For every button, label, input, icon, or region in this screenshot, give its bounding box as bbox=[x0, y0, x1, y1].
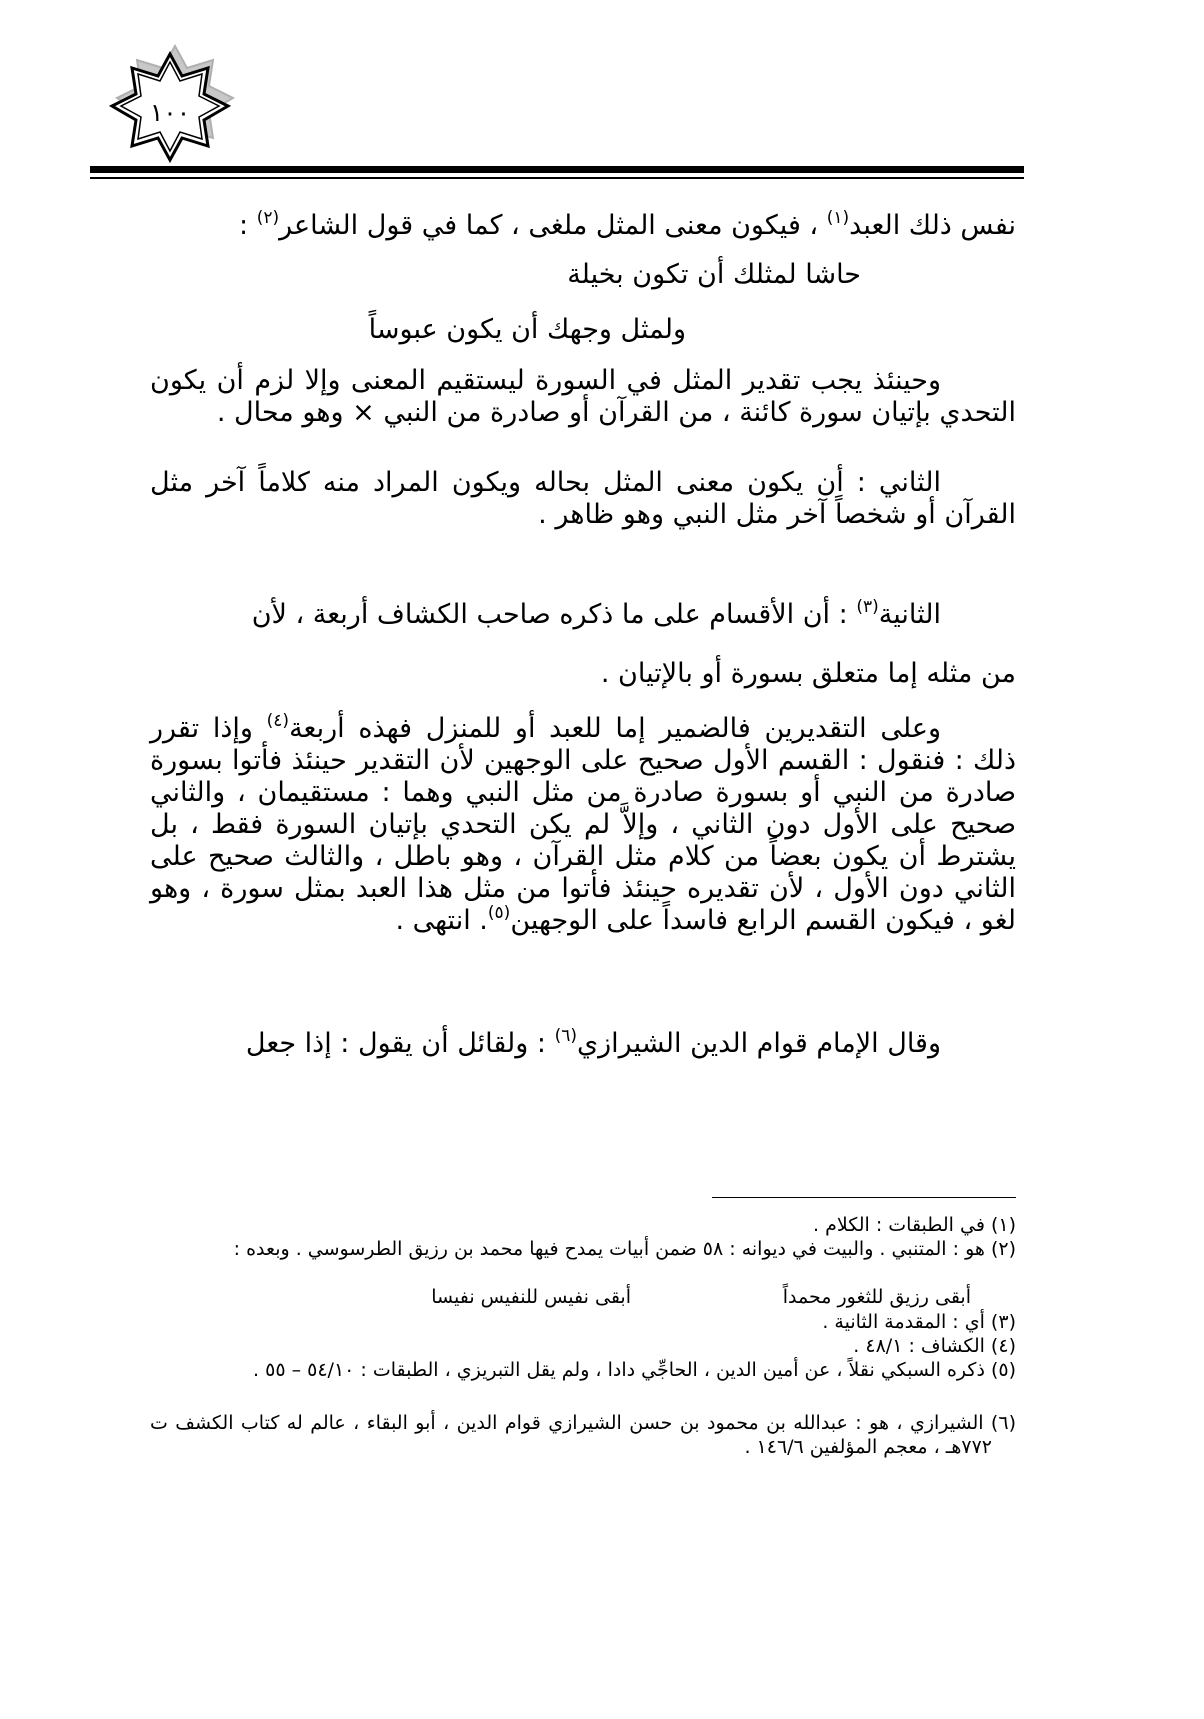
footnote-separator bbox=[712, 1197, 1016, 1198]
footnote-3: (٣) أي : المقدمة الثانية . bbox=[822, 1311, 1016, 1333]
verse-second-hemistich: ولمثل وجهك أن يكون عبوساً bbox=[368, 314, 686, 345]
page-number: ١٠٠ bbox=[149, 98, 191, 127]
footnote-ref-3: (٣) bbox=[856, 597, 879, 617]
footnote-2-verse-first: أبقى رزيق للثغور محمداً bbox=[782, 1286, 971, 1308]
paragraph-1: وحينئذ يجب تقدير المثل في السورة ليستقيم المعنى وإلا لزم أن يكون التحدي بإتيان سورة كائنة ، من القرآن أو صادرة من النبي × وهو محال . bbox=[150, 365, 1016, 428]
footnote-ref-5: (٥) bbox=[487, 903, 511, 923]
text-line-1: نفس ذلك العبد$^{(١)}$ ، فيكون معنى المثل ملغى ، كما في قول الشاعر$^{(٢)}$ : bbox=[239, 208, 1016, 241]
footnote-6: (٦) الشيرازي ، هو : عبدالله بن محمود بن حسن الشيرازي قوام الدين ، أبو البقاء ، عالم له كتاب الكشف ت ٧٧٢هـ ، معجم المؤلفين ١٤٦/٦ . bbox=[150, 1412, 1016, 1458]
paragraph-3: الثانية$^{(٣)}$ : أن الأقسام على ما ذكره صاحب الكشاف أربعة ، لأن bbox=[251, 597, 941, 630]
footnote-2-verse-second: أبقى نفيس للنفيس نفيسا bbox=[431, 1286, 631, 1308]
paragraph-5: وقال الإمام قوام الدين الشيرازي$^{(٦)}$ : ولقائل أن يقول : إذا جعل bbox=[245, 1026, 941, 1059]
footnote-ref-2: (٢) bbox=[256, 208, 280, 228]
footnote-ref-1: (١) bbox=[826, 208, 850, 228]
footnote-ref-6: (٦) bbox=[554, 1026, 577, 1046]
verse-first-hemistich: حاشا لمثلك أن تكون بخيلة bbox=[567, 259, 861, 290]
footnote-5: (٥) ذكره السبكي نقلاً ، عن أمين الدين ، الحاجِّي دادا ، ولم يقل التبريزي ، الطبقات : ٥٤/١٠ – ٥٥ . bbox=[253, 1359, 1016, 1381]
paragraph-2: الثاني : أن يكون معنى المثل بحاله ويكون المراد منه كلاماً آخر مثل القرآن أو شخصاً آخر مثل النبي وهو ظاهر . bbox=[150, 467, 1016, 530]
footnote-ref-4: (٤) bbox=[266, 711, 290, 731]
footnote-1: (١) في الطبقات : الكلام . bbox=[813, 1214, 1016, 1236]
header-rule-thick bbox=[90, 166, 1024, 173]
paragraph-4: وعلى التقديرين فالضمير إما للعبد أو للمنزل فهذه أربعة$^{(٤)}$ وإذا تقرر ذلك : فنقول : القسم الأول صحيح على الوجهين لأن التقدير حينئذ فأتوا بسورة صادرة من النبي أو بسورة صادرة من مثل النبي وهما : مستقيمان ، والثاني صحيح على الأول دون الثاني ، وإلاَّ لم يكن التحدي بإتيان السورة فقط ، بل يشترط أن يكون بعضاً من كلام مثل القرآن ، وهو باطل ، والثالث صحيح على الثاني دون الأول ، لأن تقديره حينئذ فأتوا من مثل هذا العبد بمثل سورة ، وهو لغو ، فيكون القسم الرابع فاسداً على الوجهين$^{(٥)}$. انتهى . bbox=[150, 711, 1016, 936]
header-rule-thin bbox=[90, 177, 1024, 179]
footnote-2: (٢) هو : المتنبي . والبيت في ديوانه : ٥٨ ضمن أبيات يمدح فيها محمد بن رزيق الطرسوسي . وبعده : bbox=[233, 1238, 1016, 1260]
paragraph-3-continued: من مثله إما متعلق بسورة أو بالإتيان . bbox=[600, 658, 1016, 689]
footnote-4: (٤) الكشاف : ٤٨/١ . bbox=[853, 1335, 1016, 1357]
